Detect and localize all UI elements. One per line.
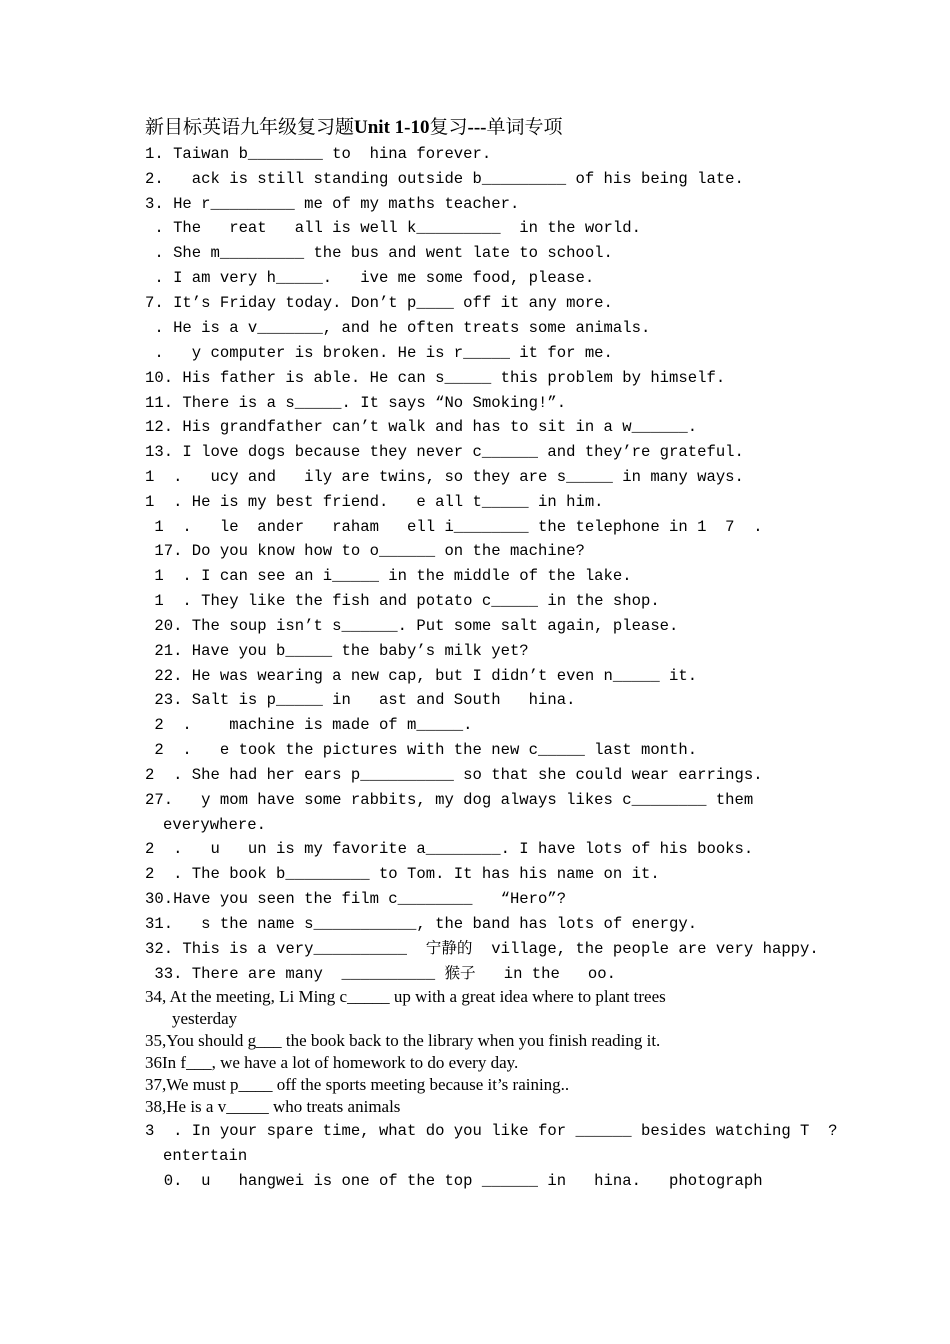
exercise-line: 2 . machine is made of m_____.	[145, 716, 473, 734]
exercise-line: 30.Have you seen the film c________ “Hero”?	[145, 890, 567, 908]
title-prefix: 新目标英语九年级复习题	[145, 116, 355, 138]
exercise-line: 23. Salt is p_____ in ast and South hina.	[145, 691, 576, 709]
exercise-line: 7. It’s Friday today. Don’t p____ off it any more.	[145, 294, 613, 312]
title-middle: 复习	[429, 116, 468, 138]
exercise-line: 31. s the name s___________, the band has lots of energy.	[145, 915, 698, 933]
exercise-line: 32. This is a very__________ 宁静的 village, the people are very happy.	[145, 940, 819, 958]
exercise-line: 27. y mom have some rabbits, my dog always likes c________ them	[145, 791, 754, 809]
exercise-line: 33. There are many __________ 猴子 in the oo.	[145, 965, 617, 983]
exercise-line: 22. He was wearing a new cap, but I didn’t even n_____ it.	[145, 667, 698, 685]
exercise-line: 0. u hangwei is one of the top ______ in hina. photograph	[145, 1172, 763, 1190]
exercise-line: 1 . I can see an i_____ in the middle of the lake.	[145, 567, 632, 585]
exercise-line: 38,He is a v_____ who treats animals	[145, 1097, 401, 1116]
exercise-line: . He is a v_______, and he often treats some animals.	[145, 319, 651, 337]
exercise-line: 2. ack is still standing outside b_________ of his being late.	[145, 170, 744, 188]
exercise-line: 10. His father is able. He can s_____ this problem by himself.	[145, 369, 726, 387]
exercise-line: 2 . The book b_________ to Tom. It has his name on it.	[145, 865, 660, 883]
exercise-line: 36In f___, we have a lot of homework to do every day.	[145, 1053, 519, 1072]
title-dashes: ---	[467, 117, 487, 138]
exercise-line: . She m_________ the bus and went late to school.	[145, 244, 613, 262]
exercise-line: 11. There is a s_____. It says “No Smoking!”.	[145, 394, 567, 412]
exercise-line: 37,We must p____ off the sports meeting because it’s raining..	[145, 1075, 570, 1094]
exercise-line: 2 . e took the pictures with the new c_____ last month.	[145, 741, 698, 759]
exercise-line: 1 . le ander raham ell i________ the telephone in 1 7 .	[145, 518, 763, 536]
exercise-line: 21. Have you b_____ the baby’s milk yet?	[145, 642, 529, 660]
exercise-line: 3. He r_________ me of my maths teacher.	[145, 195, 520, 213]
exercise-line: . I am very h_____. ive me some food, please.	[145, 269, 595, 287]
exercise-line: 12. His grandfather can’t walk and has to sit in a w______.	[145, 418, 698, 436]
exercise-line: 3 . In your spare time, what do you like for ______ besides watching T ?	[145, 1122, 838, 1140]
exercise-line: 1 . He is my best friend. e all t_____ in him.	[145, 493, 604, 511]
exercise-line: 2 . She had her ears p__________ so that she could wear earrings.	[145, 766, 763, 784]
exercise-line: 20. The soup isn’t s______. Put some salt again, please.	[145, 617, 679, 635]
exercise-line: yesterday	[172, 1009, 238, 1028]
title-suffix: 单词专项	[486, 116, 563, 138]
exercise-line: . y computer is broken. He is r_____ it for me.	[145, 344, 613, 362]
exercise-line: 34, At the meeting, Li Ming c_____ up with a great idea where to plant trees	[145, 987, 666, 1006]
exercise-line: 1. Taiwan b________ to hina forever.	[145, 145, 492, 163]
title-unit-range: Unit 1-10	[354, 117, 430, 138]
exercise-line: 2 . u un is my favorite a________. I have lots of his books.	[145, 840, 754, 858]
exercise-line: 1 . They like the fish and potato c_____ in the shop.	[145, 592, 660, 610]
exercise-line: entertain	[163, 1147, 248, 1165]
exercise-line: 35,You should g___ the book back to the library when you finish reading it.	[145, 1031, 661, 1050]
exercise-line: . The reat all is well k_________ in the world.	[145, 219, 641, 237]
page-title	[145, 112, 563, 139]
exercise-line: everywhere.	[163, 816, 266, 834]
exercise-line: 13. I love dogs because they never c______ and they’re grateful.	[145, 443, 744, 461]
exercise-line: 17. Do you know how to o______ on the machine?	[145, 542, 585, 560]
exercise-line: 1 . ucy and ily are twins, so they are s_____ in many ways.	[145, 468, 744, 486]
